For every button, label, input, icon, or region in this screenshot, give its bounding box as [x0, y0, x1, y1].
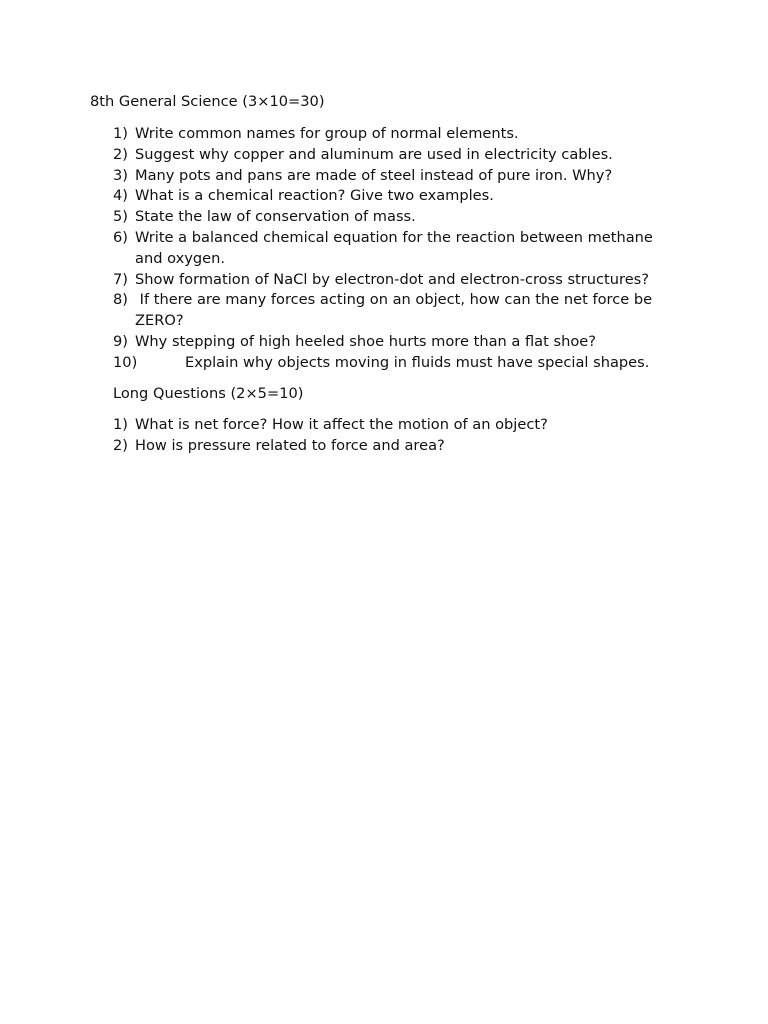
question-number: 7)	[113, 270, 128, 288]
question-number: 2)	[113, 145, 128, 163]
question-text: Show formation of NaCl by electron-dot and electron-cross structures?	[135, 270, 650, 288]
question-number: 6)	[113, 228, 128, 246]
question-text: Suggest why copper and aluminum are used in electricity cables.	[135, 145, 613, 163]
question-item	[113, 145, 683, 166]
question-item	[113, 290, 683, 332]
question-text: What is net force? How it affect the motion of an object?	[135, 416, 548, 433]
question-number: 2)	[113, 436, 128, 454]
question-number: 9)	[113, 332, 128, 350]
question-item	[113, 436, 683, 457]
question-item	[113, 166, 683, 187]
question-item	[113, 228, 683, 270]
question-text: If there are many forces acting on an object, how can the net force be ZERO?	[135, 291, 657, 330]
question-number: 8)	[113, 291, 128, 309]
page-title: 8th General Science (3×10=30)	[90, 93, 325, 110]
question-item	[113, 415, 683, 436]
question-number: 5)	[113, 208, 128, 226]
question-number: 1)	[113, 416, 128, 433]
question-item	[113, 207, 683, 228]
question-text: Explain why objects moving in fluids must have special shapes.	[185, 353, 650, 371]
question-text: Write a balanced chemical equation for the reaction between methane and oxygen.	[135, 228, 653, 267]
question-item	[113, 186, 683, 207]
question-text: Many pots and pans are made of steel instead of pure iron. Why?	[135, 166, 613, 184]
question-text: Why stepping of high heeled shoe hurts more than a flat shoe?	[135, 332, 596, 350]
question-text: How is pressure related to force and area?	[135, 436, 445, 454]
question-item	[113, 270, 683, 291]
question-text: Write common names for group of normal elements.	[135, 125, 519, 142]
question-item	[113, 332, 683, 353]
question-number: 1)	[113, 125, 128, 142]
question-number: 10)	[113, 353, 138, 371]
question-text: What is a chemical reaction? Give two examples.	[135, 187, 494, 205]
long-questions-heading: Long Questions (2×5=10)	[113, 385, 304, 402]
question-number: 3)	[113, 166, 128, 184]
question-item	[113, 353, 683, 374]
short-questions-list	[113, 124, 683, 374]
question-text: State the law of conservation of mass.	[135, 208, 416, 226]
long-questions-list	[113, 415, 683, 457]
question-item	[113, 124, 683, 145]
question-number: 4)	[113, 187, 128, 205]
